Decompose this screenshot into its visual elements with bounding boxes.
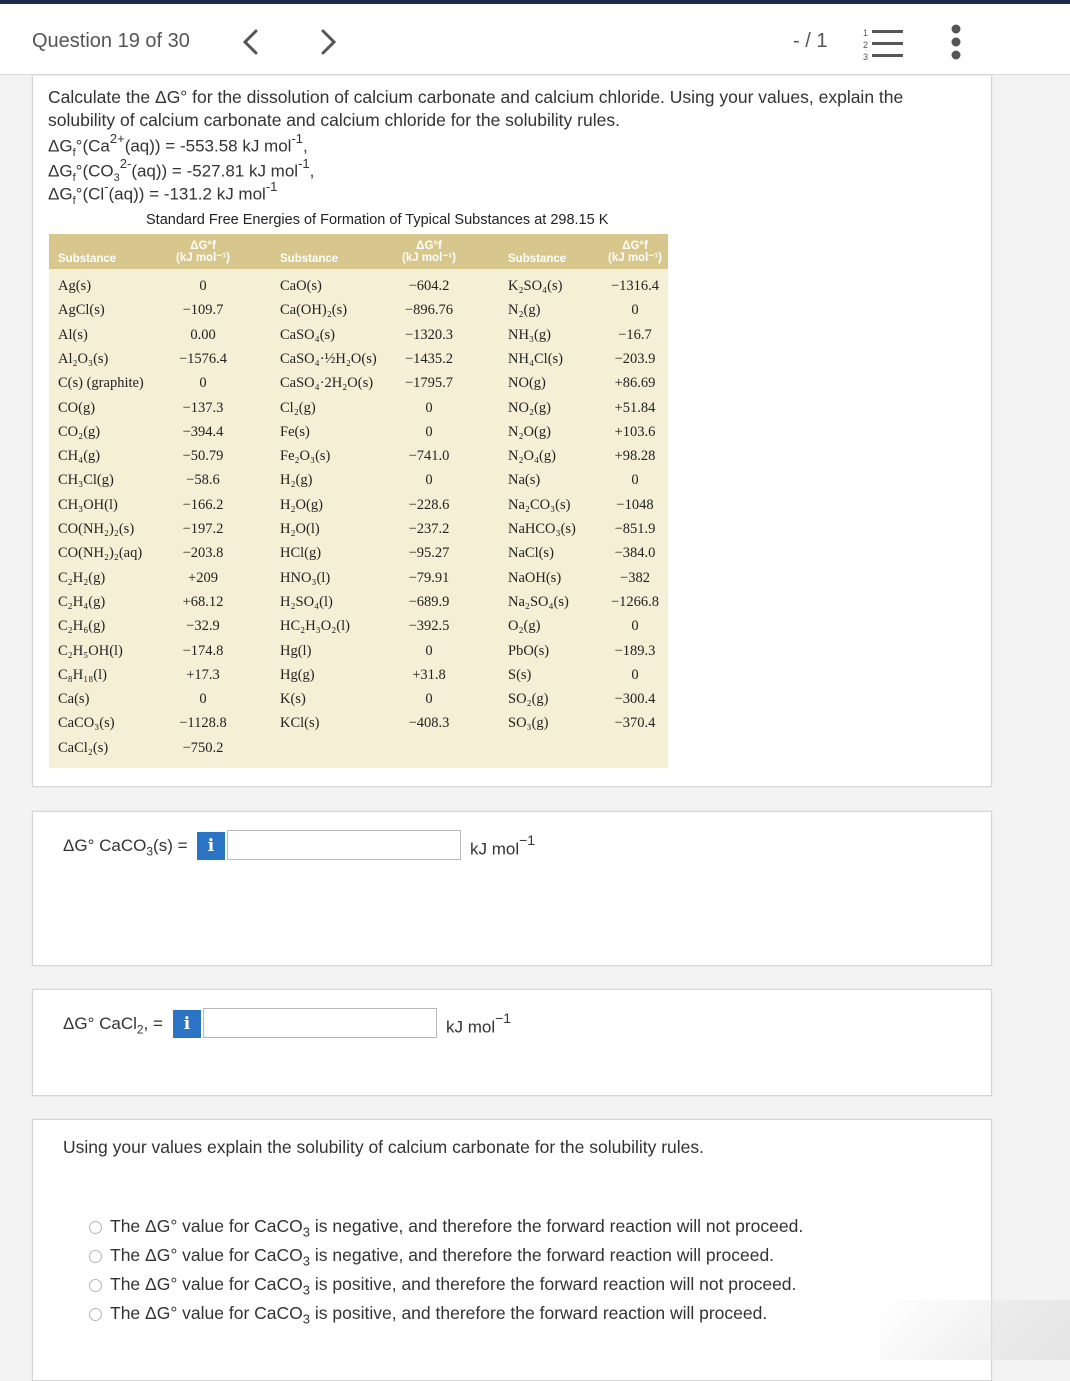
formula-carbonate-ion: $\Delta G_f^\circ(CO_3^{2-}(aq)) = -527.81$ kJ mol$^{-1}$, [48, 156, 315, 185]
formula-chloride-ion: $\Delta G_f^\circ(Cl^-(aq)) = -131.2$ kJ mol$^{-1}$ [48, 179, 278, 208]
table-cell-value: −137.3 [182, 399, 224, 416]
table-cell-value: −382 [620, 569, 650, 586]
table-cell-value: −689.9 [408, 593, 450, 610]
table-cell-value: −32.9 [186, 618, 220, 635]
cacl2-label: ΔG° CaCl$_2$, = [63, 1014, 163, 1037]
table-cell-substance: CH₄(g) [58, 448, 101, 465]
question-list-button[interactable] [862, 25, 906, 61]
table-cell-substance: Hg(l) [280, 642, 312, 659]
table-cell-substance: Fe(s) [280, 423, 310, 440]
table-cell-value: −1128.8 [179, 715, 227, 732]
radio-button[interactable] [89, 1308, 102, 1321]
table-cell-value: −370.4 [614, 715, 656, 732]
table-cell-value: −392.5 [408, 618, 450, 635]
radio-button[interactable] [89, 1279, 102, 1292]
table-cell-substance: Na₂SO₄(s) [508, 593, 569, 610]
table-cell-substance: NO(g) [508, 375, 546, 392]
table-cell-substance: AgCl(s) [58, 302, 105, 319]
solubility-prompt: Using your values explain the solubility of calcium carbonate for the solubility rules. [63, 1137, 705, 1157]
table-cell-value: −1048 [616, 496, 654, 513]
header-substance-3: Substance [508, 253, 567, 265]
table-cell-substance: CO(NH₂)₂(aq) [58, 545, 143, 562]
table-header-row [49, 234, 668, 269]
table-cell-substance: PbO(s) [508, 642, 550, 659]
table-caption: Standard Free Energies of Formation of Typical Substances at 298.15 K [146, 212, 609, 228]
table-cell-value: −237.2 [408, 521, 450, 537]
table-cell-value: −408.3 [408, 715, 450, 732]
table-cell-value: +98.28 [614, 448, 656, 465]
table-cell-value: −58.6 [186, 472, 220, 489]
table-cell-value: −851.9 [614, 521, 656, 537]
table-cell-substance: Ca(s) [58, 691, 90, 708]
table-cell-substance: N₂O₄(g) [508, 448, 556, 465]
caco3-answer-input[interactable] [227, 830, 461, 860]
table-cell-substance: K₂SO₄(s) [508, 278, 563, 294]
table-cell-value: −1795.7 [404, 375, 454, 392]
table-cell-value: −1266.8 [610, 593, 660, 610]
table-cell-substance: KCl(s) [280, 715, 320, 732]
table-cell-substance: SO₂(g) [508, 691, 549, 708]
table-cell-value: 0 [425, 399, 433, 416]
caco3-info-button[interactable]: i [197, 832, 225, 860]
table-cell-substance: H₂(g) [280, 472, 313, 489]
table-cell-substance: Ag(s) [58, 278, 92, 294]
table-cell-substance: NaCl(s) [508, 545, 554, 562]
table-cell-value: +68.12 [182, 593, 224, 610]
table-cell-value: 0 [199, 278, 207, 294]
table-cell-value: −896.76 [404, 302, 454, 319]
cacl2-answer-input[interactable] [203, 1008, 437, 1038]
table-cell-substance: N₂(g) [508, 302, 541, 319]
table-cell-substance: C₈H₁₈(l) [58, 666, 107, 683]
question-counter: Question 19 of 30 [32, 30, 190, 52]
table-cell-substance: Cl₂(g) [280, 399, 316, 416]
table-cell-substance: Al₂O₃(s) [58, 350, 109, 367]
table-cell-value: −1320.3 [404, 326, 454, 343]
formula-calcium-ion: $\Delta G_f^\circ(Ca^{2+}(aq)) = -553.58$ kJ mol$^{-1}$, [48, 131, 308, 160]
table-cell-substance: S(s) [508, 666, 532, 683]
table-cell-value: 0 [631, 666, 639, 683]
table-cell-substance: H₂SO₄(l) [280, 593, 333, 610]
table-cell-value: 0 [631, 302, 639, 319]
table-cell-substance: CaCl₂(s) [58, 739, 109, 756]
table-cell-value: 0 [425, 691, 433, 708]
table-cell-value: −50.79 [182, 448, 224, 465]
table-cell-value: −16.7 [618, 326, 652, 343]
caco3-label: ΔG° CaCO$_3$(s) = [63, 836, 188, 859]
table-cell-substance: CaSO₄·½H₂O(s) [280, 350, 377, 367]
cacl2-info-button[interactable]: i [173, 1010, 201, 1038]
table-cell-value: −166.2 [182, 496, 224, 513]
table-cell-substance: CO₂(g) [58, 423, 101, 440]
header-dg-3: ΔG°f (kJ mol⁻¹) [608, 240, 662, 264]
table-cell-value: −228.6 [408, 496, 450, 513]
svg-text:2: 2 [863, 40, 869, 50]
table-cell-value: −394.4 [182, 423, 224, 440]
table-cell-substance: H₂O(l) [280, 521, 320, 537]
table-cell-substance: CO(NH₂)₂(s) [58, 521, 135, 537]
table-cell-value: −750.2 [182, 739, 224, 756]
table-cell-substance: CaSO₄(s) [280, 326, 335, 343]
chevron-right-icon [313, 26, 341, 58]
table-cell-value: −1576.4 [178, 350, 228, 367]
table-cell-value: 0 [631, 618, 639, 635]
radio-button[interactable] [89, 1221, 102, 1234]
table-cell-substance: C(s) (graphite) [58, 375, 144, 392]
table-cell-substance: Ca(OH)₂(s) [280, 302, 348, 319]
cacl2-answer-card [32, 989, 992, 1096]
table-cell-value: +51.84 [614, 399, 656, 416]
table-cell-substance: Fe₂O₃(s) [280, 448, 331, 465]
table-cell-substance: C₂H₄(g) [58, 593, 106, 610]
table-cell-substance: CH₃Cl(g) [58, 472, 114, 489]
header-dg-1: ΔG°f (kJ mol⁻¹) [176, 240, 230, 264]
vertical-dots-icon [946, 22, 966, 62]
table-cell-value: +209 [188, 569, 218, 586]
question-prompt: Calculate the ΔG° for the dissolution of calcium carbonate and calcium chloride. Using your values, explain the solubility of calcium carbonate and calcium chloride for the solubility rules. [48, 87, 904, 130]
table-cell-substance: CH₃OH(l) [58, 496, 118, 513]
table-cell-substance: CaCO₃(s) [58, 715, 115, 732]
table-cell-substance: Na₂CO₃(s) [508, 496, 571, 513]
table-cell-substance: HCl(g) [280, 545, 322, 562]
next-question-button[interactable] [313, 26, 341, 58]
table-cell-value: −79.91 [408, 569, 450, 586]
more-options-button[interactable] [946, 22, 966, 62]
table-cell-value: −300.4 [614, 691, 656, 708]
cacl2-unit: kJ mol$^{-1}$ [446, 1010, 512, 1037]
table-cell-value: +86.69 [614, 375, 656, 392]
table-cell-substance: CaO(s) [280, 278, 322, 294]
radio-button[interactable] [89, 1250, 102, 1263]
previous-question-button[interactable] [238, 26, 266, 58]
svg-text:1: 1 [863, 28, 869, 38]
table-cell-substance: NH₄Cl(s) [508, 350, 563, 367]
question-header [0, 4, 1070, 75]
table-cell-substance: C₂H₂(g) [58, 569, 106, 586]
table-cell-value: 0 [631, 472, 639, 489]
table-cell-value: 0 [199, 691, 207, 708]
score-display: - / 1 [793, 30, 828, 52]
table-cell-substance: CO(g) [58, 399, 96, 416]
table-cell-substance: NaOH(s) [508, 569, 562, 586]
table-cell-value: −203.8 [182, 545, 224, 562]
table-cell-substance: H₂O(g) [280, 496, 323, 513]
table-cell-value: 0 [425, 423, 433, 440]
table-cell-substance: O₂(g) [508, 618, 541, 635]
free-energy-table [49, 234, 668, 768]
table-cell-substance: K(s) [280, 691, 306, 708]
table-cell-value: +31.8 [412, 666, 446, 683]
table-cell-substance: N₂O(g) [508, 423, 551, 440]
numbered-list-icon [862, 25, 906, 61]
table-cell-value: −109.7 [182, 302, 224, 319]
table-cell-substance: HC₂H₃O₂(l) [280, 618, 350, 635]
chevron-left-icon [238, 26, 266, 58]
header-dg-2: ΔG°f (kJ mol⁻¹) [402, 240, 456, 264]
table-cell-substance: CaSO₄·2H₂O(s) [280, 375, 374, 392]
table-cell-value: −203.9 [614, 350, 656, 367]
table-cell-value: −1316.4 [610, 278, 660, 294]
table-cell-value: 0.00 [190, 326, 216, 343]
table-cell-value: 0 [425, 642, 433, 659]
table-cell-substance: Na(s) [508, 472, 541, 489]
table-cell-substance: NaHCO₃(s) [508, 521, 576, 537]
table-cell-substance: Hg(g) [280, 666, 315, 683]
table-cell-value: +103.6 [614, 423, 656, 440]
table-cell-substance: C₂H₆(g) [58, 618, 106, 635]
table-cell-value: 0 [425, 472, 433, 489]
table-cell-value: 0 [199, 375, 207, 392]
svg-text:3: 3 [863, 52, 869, 61]
caco3-unit: kJ mol$^{-1}$ [470, 832, 536, 859]
table-cell-value: −95.27 [408, 545, 450, 562]
table-cell-substance: SO₃(g) [508, 715, 549, 732]
table-cell-substance: NH₃(g) [508, 326, 551, 343]
table-cell-value: −189.3 [614, 642, 656, 659]
table-cell-value: −604.2 [408, 278, 450, 294]
table-cell-value: −1435.2 [404, 350, 454, 367]
table-cell-value: −197.2 [182, 521, 224, 537]
header-substance-2: Substance [280, 253, 339, 265]
corner-shadow [880, 1300, 1070, 1360]
table-cell-value: −174.8 [182, 642, 224, 659]
table-cell-value: −741.0 [408, 448, 450, 465]
table-cell-substance: Al(s) [58, 326, 88, 343]
table-cell-substance: HNO₃(l) [280, 569, 331, 586]
table-cell-substance: NO₂(g) [508, 399, 551, 416]
table-cell-substance: C₂H₅OH(l) [58, 642, 123, 659]
table-cell-value: −384.0 [614, 545, 656, 562]
header-substance-1: Substance [58, 253, 117, 265]
table-cell-value: +17.3 [186, 666, 220, 683]
